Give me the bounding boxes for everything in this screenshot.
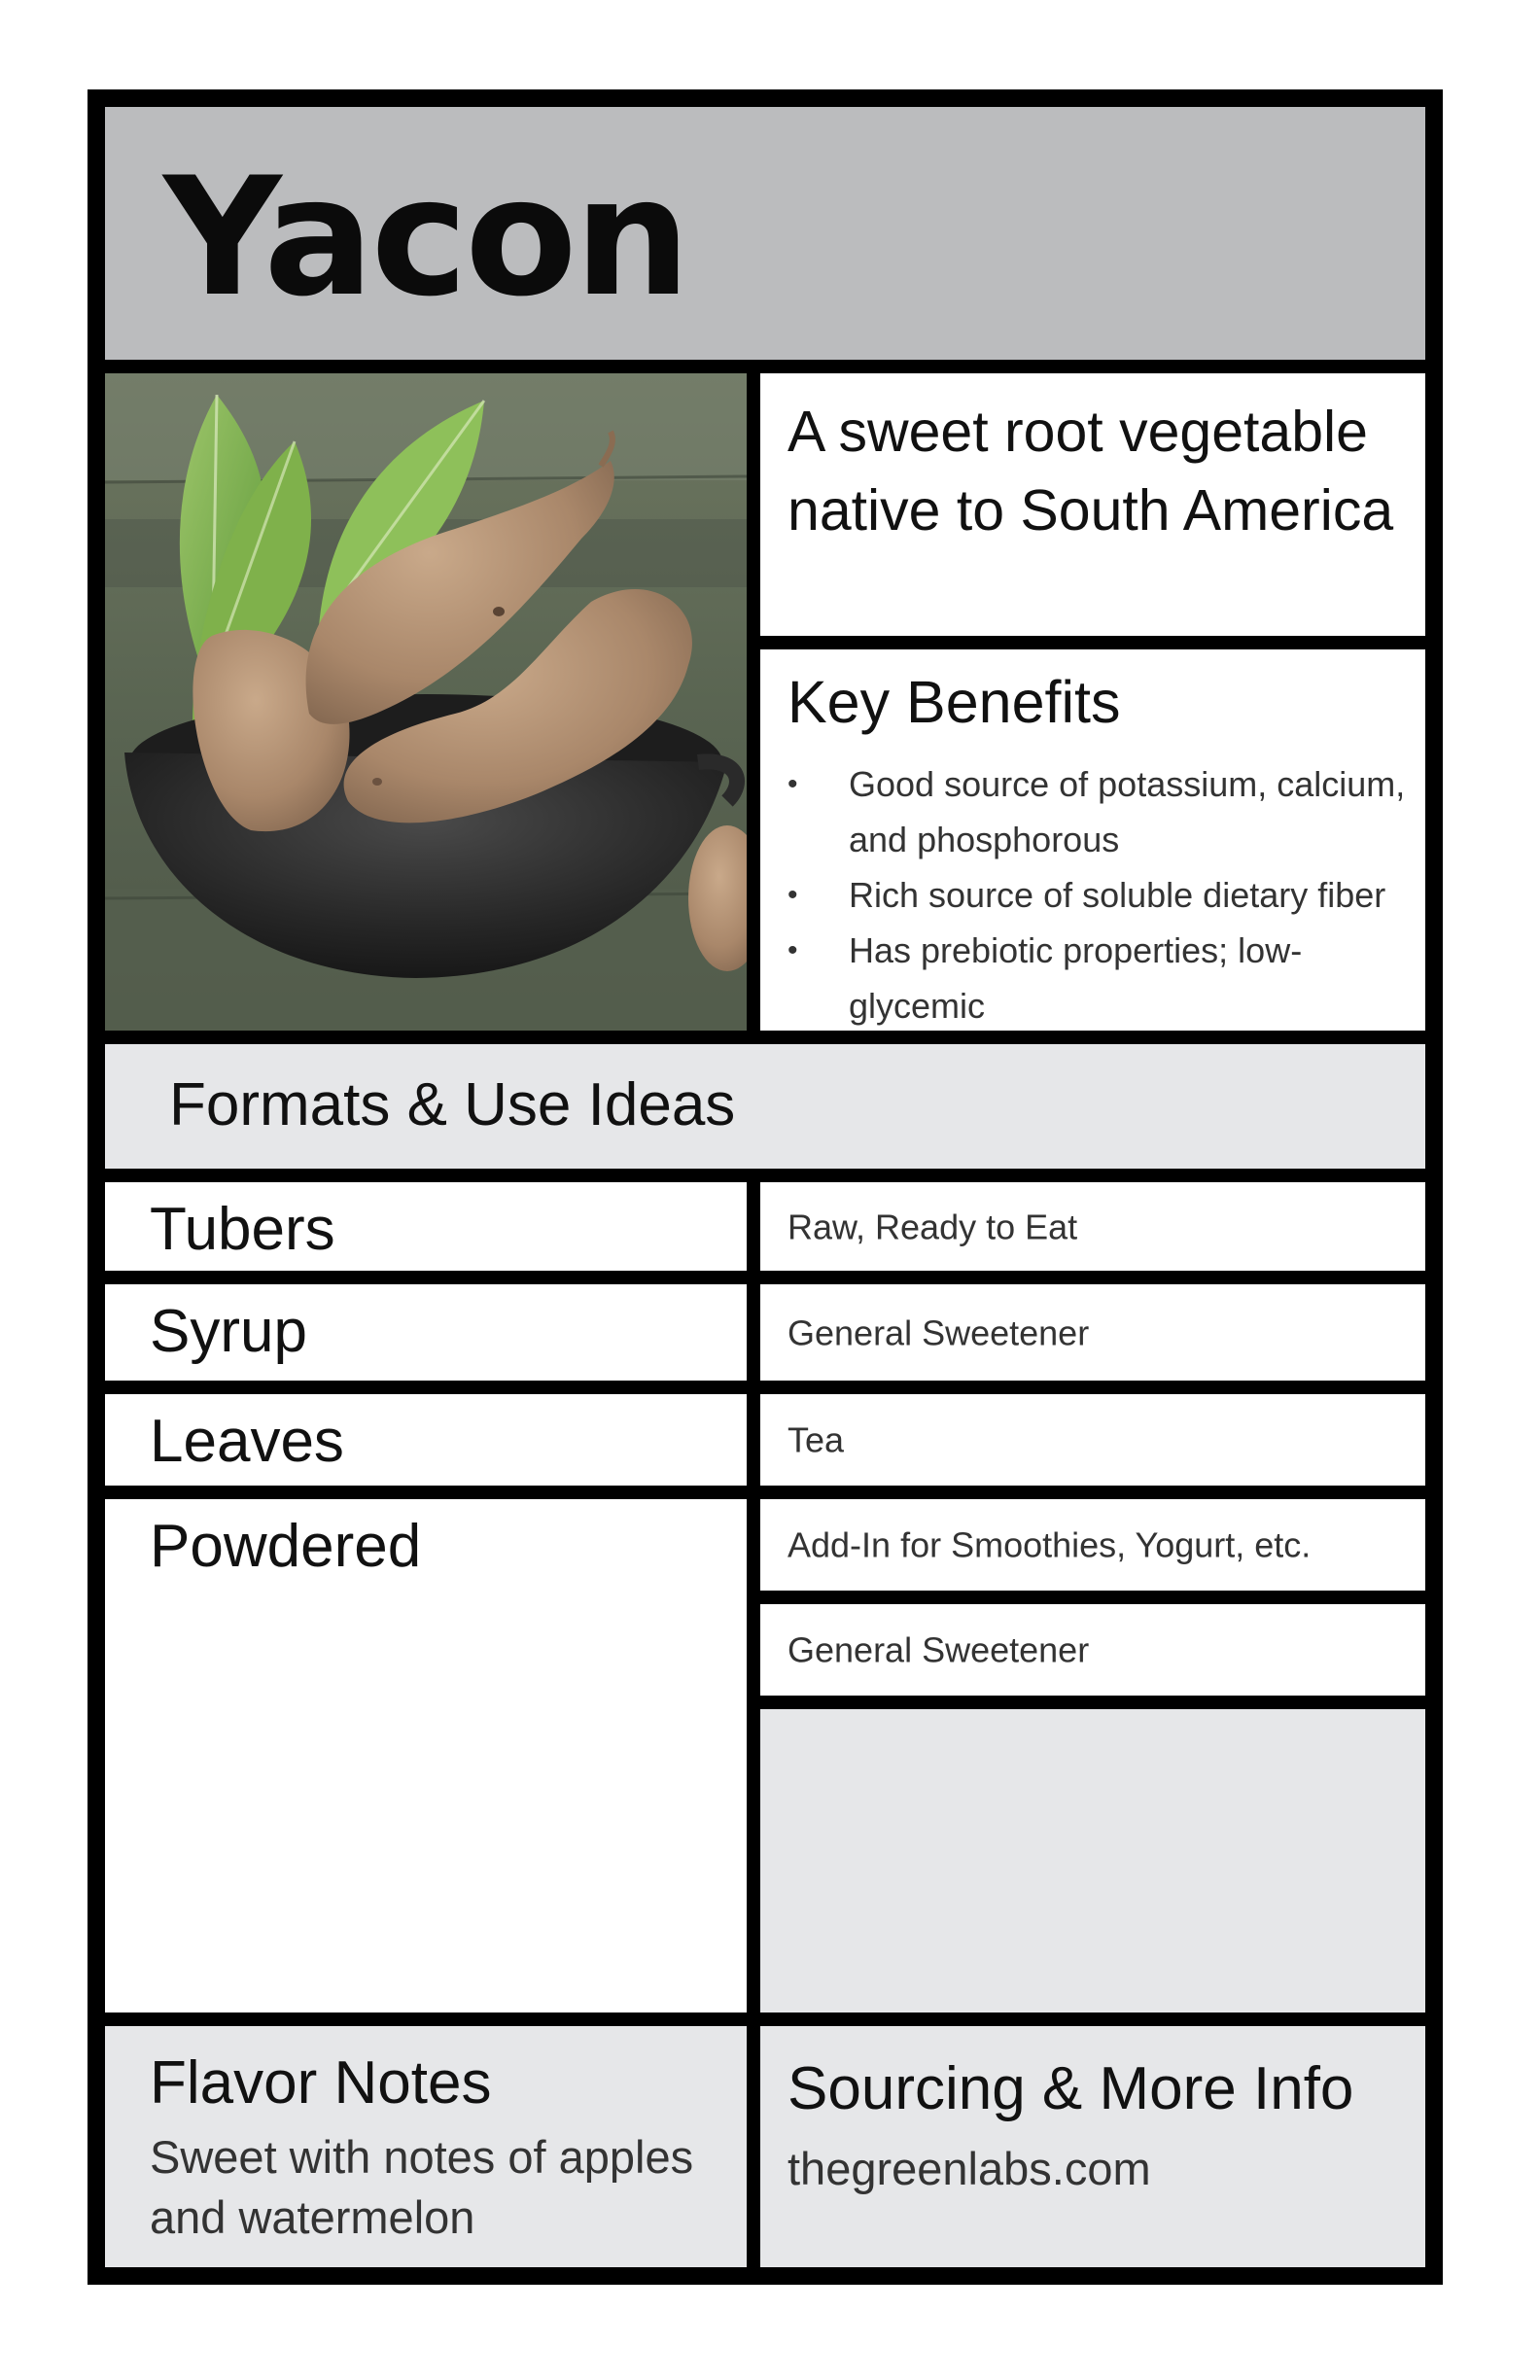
use-cell [760, 1499, 1425, 1591]
flavor-notes-text: Sweet with notes of apples and watermelon [150, 2131, 694, 2243]
sourcing-panel [760, 2026, 1425, 2267]
page-title: Yacon [163, 142, 688, 332]
yacon-photo-illustration [105, 373, 747, 1031]
format-label: Powdered [150, 1513, 422, 1580]
use-text: Raw, Ready to Eat [788, 1206, 1078, 1246]
format-row-syrup [105, 1284, 747, 1381]
use-cell [760, 1182, 1425, 1271]
use-text: Tea [788, 1419, 845, 1460]
format-label: Leaves [150, 1408, 344, 1475]
use-cell [760, 1604, 1425, 1696]
format-row-leaves [105, 1394, 747, 1486]
product-photo [105, 373, 747, 1031]
description-text: A sweet root vegetable native to South America [788, 400, 1394, 542]
benefit-item: • Has prebiotic properties; low-glycemic [788, 923, 1410, 1033]
formats-title: Formats & Use Ideas [169, 1071, 736, 1138]
format-row-tubers [105, 1182, 747, 1271]
key-benefits-panel [760, 649, 1425, 1031]
info-card [88, 89, 1443, 2285]
format-label: Syrup [150, 1298, 307, 1365]
key-benefits-list [788, 756, 1410, 1033]
sourcing-link[interactable]: thegreenlabs.com [788, 2143, 1151, 2194]
key-benefits-title: Key Benefits [788, 669, 1121, 735]
empty-use-cell [760, 1709, 1425, 2012]
description-panel [760, 373, 1425, 636]
use-cell [760, 1284, 1425, 1381]
benefit-item: • Good source of potassium, calcium, and phosphorous [788, 756, 1410, 867]
format-row-powdered [105, 1499, 747, 2012]
benefit-item: • Rich source of soluble dietary fiber [788, 867, 1410, 923]
format-label: Tubers [150, 1196, 335, 1263]
use-text: Add-In for Smoothies, Yogurt, etc. [788, 1524, 1312, 1565]
use-cell [760, 1394, 1425, 1486]
formats-header [105, 1044, 1425, 1169]
flavor-notes-panel [105, 2026, 747, 2267]
use-text: General Sweetener [788, 1629, 1090, 1670]
use-text: General Sweetener [788, 1312, 1090, 1352]
flavor-notes-title: Flavor Notes [150, 2049, 492, 2117]
sourcing-title: Sourcing & More Info [788, 2055, 1354, 2122]
title-header [105, 107, 1425, 360]
